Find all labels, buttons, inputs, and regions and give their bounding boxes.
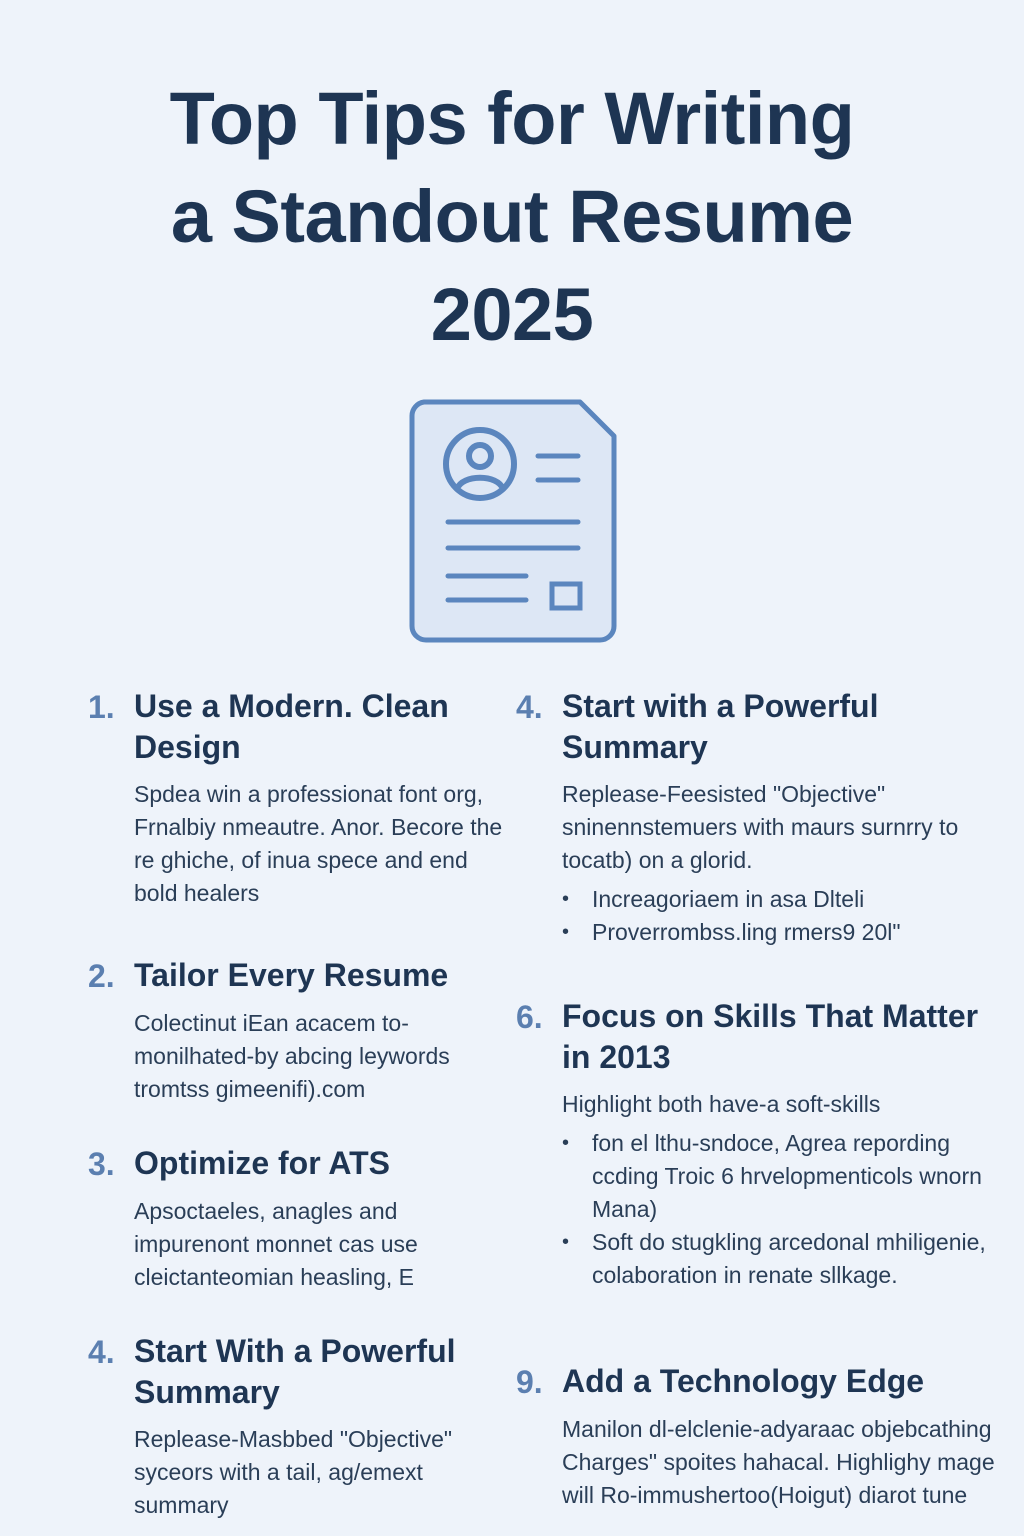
- page-title-line-3: 2025: [430, 273, 594, 356]
- bullet-item: • fon el lthu-sndoce, Agrea repording ccding Troic 6 hrvelopmenticols wnorn Mana): [562, 1127, 1006, 1226]
- tip-text: Colectinut iEan acacem to-monilhated-by abcing leywords tromtss gimeenifi).com: [134, 1010, 450, 1102]
- tip-number: 4.: [88, 1334, 115, 1370]
- tip-body: [134, 1195, 514, 1294]
- bullet-list: [562, 883, 1006, 949]
- tip-text: Replease-Feesisted "Objective" sninennstemuers with maurs surnrry to tocatb) on a glorid.: [562, 781, 959, 873]
- tip-number: 4.: [516, 689, 543, 725]
- tip-body: [134, 1007, 514, 1106]
- tip-body: [562, 778, 1006, 949]
- tip-number: 9.: [516, 1364, 543, 1400]
- tip-1: [88, 686, 514, 910]
- tip-text: Replease-Masbbed "Objective" syceors with a tail, ag/emext summary: [134, 1426, 453, 1518]
- tip-title: Tailor Every Resume: [134, 957, 449, 993]
- tip-body: [134, 1423, 514, 1522]
- tip-body: [562, 1088, 1006, 1292]
- bullet-item: • Proverrombss.ling rmers9 20l": [562, 916, 1006, 949]
- tip-number: 2.: [88, 958, 115, 994]
- tip-title: Optimize for ATS: [134, 1145, 390, 1181]
- page-title-line-1: Top Tips for Writing: [169, 77, 855, 160]
- tip-title: Start With a Powerful Summary: [134, 1333, 456, 1410]
- tip-title: Focus on Skills That Matter in 2013: [562, 998, 979, 1075]
- tip-text: Spdea win a professionat font org, Frnalbiy nmeautre. Anor. Becore the re ghiche, of inua spece and end bold healers: [134, 781, 503, 906]
- tip-title: Start with a Powerful Summary: [562, 688, 879, 765]
- bullet-list: [562, 1127, 1006, 1292]
- bullet-item: • Increagoriaem in asa Dlteli: [562, 883, 1006, 916]
- tip-number: 3.: [88, 1146, 115, 1182]
- tip-number: 6.: [516, 999, 543, 1035]
- tip-title: Add a Technology Edge: [562, 1363, 925, 1399]
- tip-4-right: [516, 686, 1006, 949]
- tip-number: 1.: [88, 689, 115, 725]
- page-title: [0, 70, 1024, 364]
- tip-text: Manilon dl-elclenie-adyaraac objebcathing Charges" spoites hahacal. Highlighy mage will Ro-immushertoo(Hoigut) diarot tune: [562, 1416, 995, 1508]
- tip-body: [562, 1413, 1006, 1512]
- tip-title: Use a Modern. Clean Design: [134, 688, 449, 765]
- bullet-item: • Soft do stugkling arcedonal mhiligenie, colaboration in renate sllkage.: [562, 1226, 1006, 1292]
- resume-document-icon: [408, 398, 618, 644]
- tip-text: Apsoctaeles, anagles and impurenont monnet cas use cleictanteomian heasling, E: [134, 1198, 418, 1290]
- page-title-line-2: a Standout Resume: [170, 175, 854, 258]
- tip-text: Highlight both have-a soft-skills: [562, 1091, 881, 1117]
- tip-6: [516, 996, 1006, 1292]
- tip-2: [88, 955, 514, 1106]
- tip-4-left: [88, 1331, 514, 1522]
- tip-9: [516, 1361, 1006, 1512]
- tip-3: [88, 1143, 514, 1294]
- tip-body: [134, 778, 514, 910]
